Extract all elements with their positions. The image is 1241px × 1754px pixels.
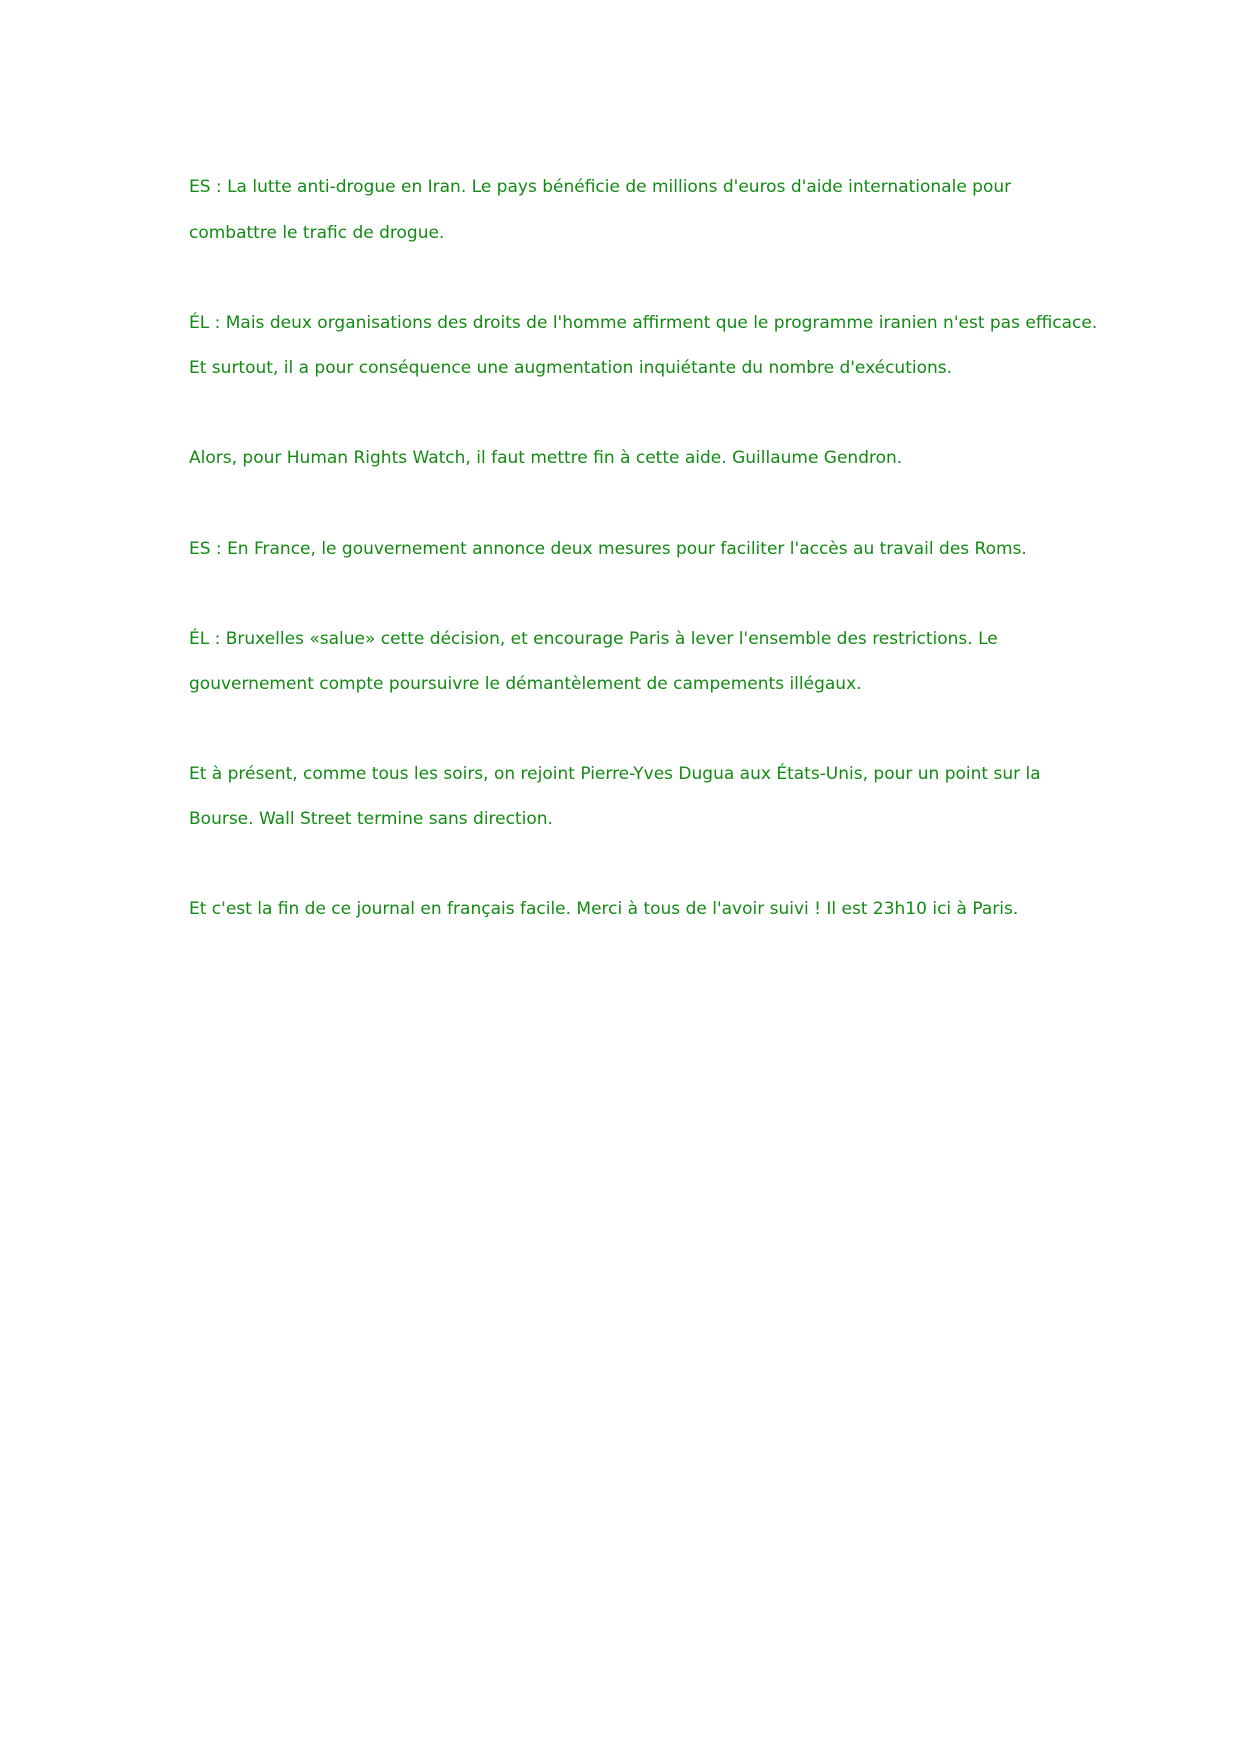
transcript-line: combattre le trafic de drogue.: [189, 223, 445, 243]
transcript-line: Alors, pour Human Rights Watch, il faut mettre fin à cette aide. Guillaume Gendron.: [189, 448, 903, 468]
transcript-line: ÉL : Bruxelles «salue» cette décision, et encourage Paris à lever l'ensemble des restrictions. Le: [189, 629, 998, 649]
transcript-line: Et c'est la fin de ce journal en français facile. Merci à tous de l'avoir suivi ! Il est 23h10 ici à Paris.: [189, 899, 1019, 919]
transcript-line: Et surtout, il a pour conséquence une augmentation inquiétante du nombre d'exécutions.: [189, 358, 953, 378]
transcript-line: ÉL : Mais deux organisations des droits de l'homme affirment que le programme iranien n'est pas efficace.: [189, 313, 1098, 333]
transcript-line: ES : La lutte anti-drogue en Iran. Le pays bénéficie de millions d'euros d'aide internationale pour: [189, 177, 1012, 197]
transcript-line: ES : En France, le gouvernement annonce deux mesures pour faciliter l'accès au travail des Roms.: [189, 539, 1027, 559]
transcript-line: Bourse. Wall Street termine sans direction.: [189, 809, 553, 829]
transcript-line: Et à présent, comme tous les soirs, on rejoint Pierre-Yves Dugua aux États-Unis, pour un point sur la: [189, 764, 1041, 784]
transcript-line: gouvernement compte poursuivre le démantèlement de campements illégaux.: [189, 674, 862, 694]
